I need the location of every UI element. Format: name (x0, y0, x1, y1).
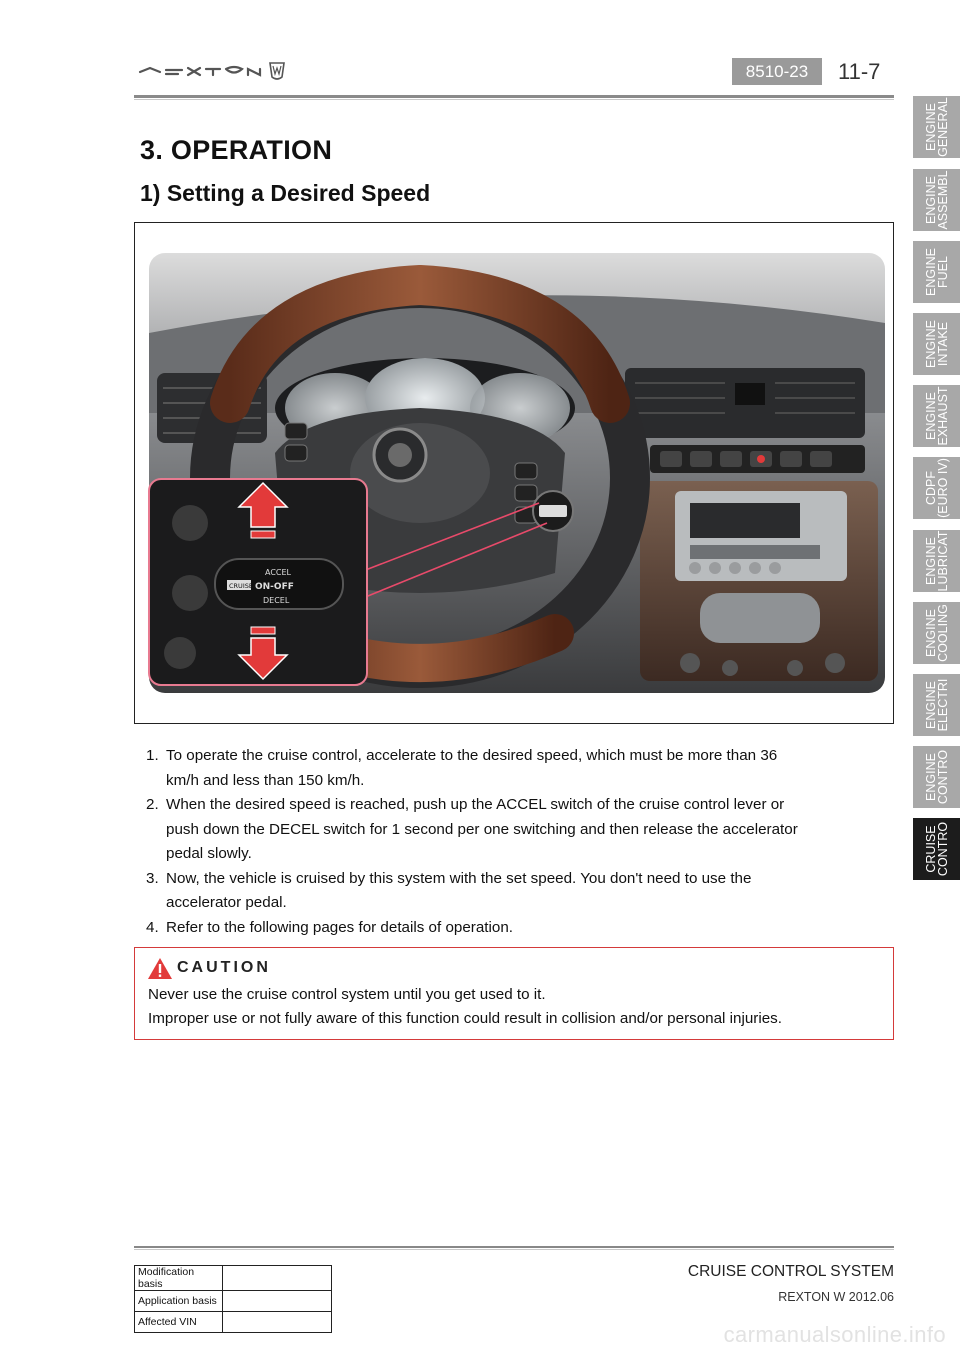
table-row (135, 1266, 332, 1291)
tab-label: CRUISE CONTRO (924, 821, 950, 877)
step-line: Now, the vehicle is cruised by this system with the set speed. You don't need to use the (166, 869, 752, 887)
rexton-logo (138, 58, 288, 84)
accel-label: ACCEL (265, 568, 292, 577)
tab-engine-intake[interactable] (913, 313, 960, 375)
table-row (135, 1312, 332, 1333)
tab-label: ENGINE LUBRICAT (924, 530, 950, 592)
tab-label: ENGINE EXHAUST (924, 386, 950, 446)
tab-engine-fuel[interactable] (913, 241, 960, 303)
section-code: 8510-23 (732, 58, 822, 85)
tab-label: ENGINE FUEL (924, 248, 950, 296)
tab-cdpf[interactable] (913, 457, 960, 519)
caution-box (134, 947, 894, 1040)
step-number: 3. (146, 869, 159, 887)
table-value (223, 1266, 332, 1291)
tab-engine-cooling[interactable] (913, 602, 960, 664)
step-line: To operate the cruise control, accelerate to the desired speed, which must be more than 36 (166, 747, 778, 764)
decel-label: DECEL (263, 596, 290, 605)
table-row (135, 1291, 332, 1312)
caution-text-2: Improper use or not fully aware of this function could result in collision and/or personal injuries. (148, 1010, 782, 1027)
step-number: 2. (146, 796, 159, 813)
modification-table (134, 1265, 332, 1333)
dashboard-illustration (135, 223, 893, 723)
section-title: 3. OPERATION (140, 135, 333, 165)
tab-engine-assembly[interactable] (913, 169, 960, 231)
step-line: accelerator pedal. (166, 894, 287, 911)
tab-engine-general[interactable] (913, 96, 960, 158)
operation-steps (140, 744, 860, 940)
tab-engine-control[interactable] (913, 746, 960, 808)
table-label: Application basis (135, 1291, 223, 1312)
step-line: When the desired speed is reached, push up the ACCEL switch of the cruise control lever or (166, 796, 785, 813)
footer-rule-thin (134, 1249, 894, 1250)
step-line: pedal slowly. (166, 845, 252, 862)
step-line: km/h and less than 150 km/h. (166, 771, 365, 789)
on-off-label: ON-OFF (255, 582, 294, 592)
tab-engine-exhaust[interactable] (913, 385, 960, 447)
step-item (140, 916, 860, 941)
step-line: Refer to the following pages for details of operation. (166, 918, 513, 936)
step-number: 4. (146, 918, 159, 936)
step-item (140, 744, 860, 793)
step-line: push down the DECEL switch for 1 second per one switching and then release the accelerator (166, 820, 798, 838)
warning-triangle-icon (147, 957, 173, 980)
cruise-switch-label: CRUISE (229, 582, 253, 590)
caution-text-1: Never use the cruise control system until you get used to it. (148, 986, 546, 1003)
tab-engine-electrical[interactable] (913, 674, 960, 736)
tab-engine-lubrication[interactable] (913, 530, 960, 592)
dashboard-figure (134, 222, 894, 724)
header-rule-thin (134, 99, 894, 100)
table-label: Modification basis (135, 1266, 223, 1291)
tab-label: ENGINE CONTRO (924, 749, 950, 805)
tab-label: ENGINE COOLING (924, 604, 950, 662)
tab-label: ENGINE ASSEMBL (924, 170, 950, 230)
tab-cruise-control[interactable] (913, 818, 960, 880)
header-rule (134, 95, 894, 98)
caution-title: CAUTION (177, 959, 271, 976)
step-number: 1. (146, 747, 159, 764)
subsection-title: 1) Setting a Desired Speed (140, 180, 431, 206)
step-item (140, 867, 860, 916)
table-value (223, 1312, 332, 1333)
page-number: 11-7 (838, 59, 881, 84)
tab-label: ENGINE ELECTRI (924, 678, 950, 732)
footer-title: CRUISE CONTROL SYSTEM (687, 1263, 894, 1280)
table-value (223, 1291, 332, 1312)
tab-label: CDPF (EURO IV) (924, 458, 950, 518)
watermark: carmanualsonline.info (723, 1322, 946, 1347)
tab-label: ENGINE GENERAL (924, 97, 950, 157)
footer-model: REXTON W 2012.06 (778, 1290, 894, 1304)
table-label: Affected VIN (135, 1312, 223, 1333)
tab-label: ENGINE INTAKE (924, 320, 950, 368)
footer-rule (134, 1246, 894, 1248)
step-item (140, 793, 860, 867)
